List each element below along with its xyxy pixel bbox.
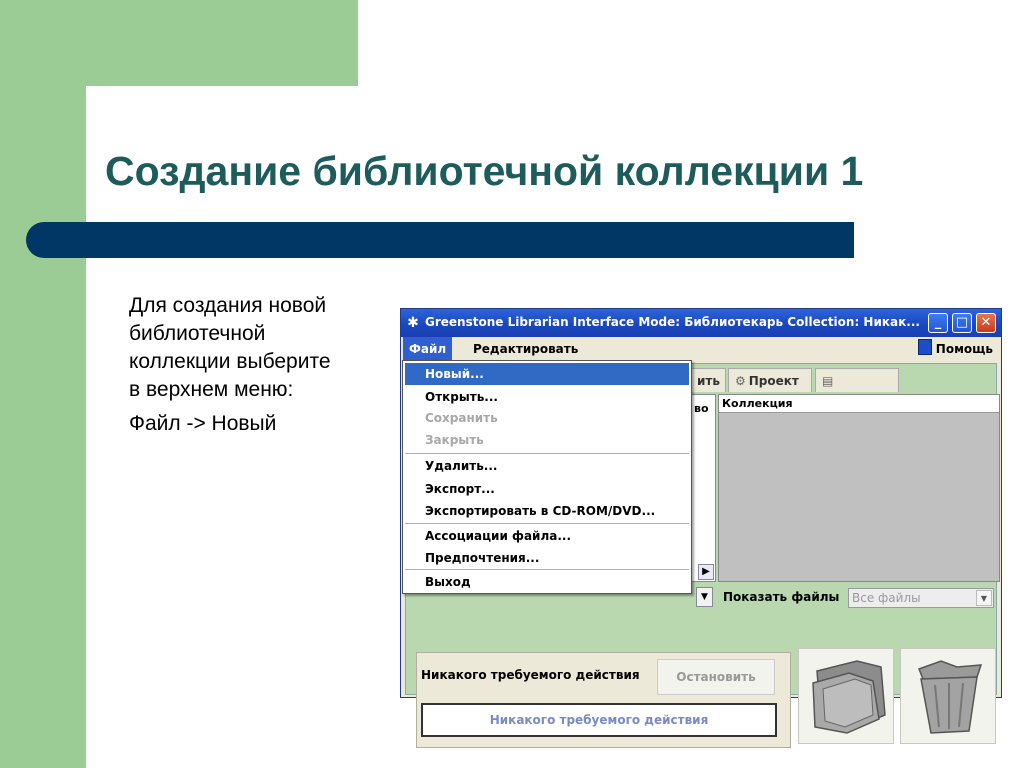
open-folder-button[interactable] [798, 648, 894, 744]
gear-icon: ⚙ [735, 374, 746, 388]
menu-bar [401, 337, 1001, 361]
menu-help[interactable] [918, 337, 993, 361]
delete-button[interactable] [900, 648, 996, 744]
menu-item-save: Сохранить [425, 411, 498, 425]
window-title: Greenstone Librarian Interface Mode: Библиотекарь Collection: Никак... [425, 315, 920, 329]
menu-item-new[interactable]: Новый... [405, 363, 689, 385]
tab-partial[interactable]: ить [690, 368, 726, 392]
status-field: Никакого требуемого действия [421, 703, 777, 737]
slide-body-line: в верхнем меню: [129, 378, 294, 401]
menu-item-export[interactable]: Экспорт... [425, 482, 495, 496]
build-icon: ▤ [822, 374, 834, 388]
show-files-select[interactable] [848, 588, 994, 608]
menu-item-close: Закрыть [425, 433, 484, 447]
tab-project[interactable] [728, 368, 812, 392]
title-underline-bar [26, 222, 854, 258]
menu-separator [405, 453, 689, 454]
stop-button[interactable]: Остановить [657, 659, 775, 695]
menu-edit[interactable]: Редактировать [473, 342, 579, 356]
window-titlebar[interactable] [401, 309, 1001, 337]
menu-item-exit[interactable]: Выход [425, 575, 471, 589]
slide-decoration-left [0, 0, 86, 768]
menu-separator [405, 523, 689, 524]
status-label: Никакого требуемого действия [421, 668, 640, 682]
show-files-value: Все файлы [852, 591, 921, 605]
folder-icon [799, 649, 893, 743]
slide-body-line: библиотечной [129, 322, 266, 345]
help-book-icon [918, 339, 932, 355]
tab-project-label: Проект [748, 374, 799, 388]
left-panel-header-fragment: во [694, 402, 709, 415]
menu-item-export-cd[interactable]: Экспортировать в CD-ROM/DVD... [425, 504, 656, 518]
app-icon: ✱ [407, 315, 419, 331]
slide-body-line: Для создания новой [129, 294, 327, 317]
menu-separator [405, 569, 689, 570]
menu-file[interactable]: Файл [403, 337, 452, 361]
collection-panel[interactable] [718, 394, 1000, 582]
slide-body [129, 292, 389, 438]
show-files-label: Показать файлы [723, 590, 840, 604]
tab-create[interactable] [815, 368, 899, 392]
minimize-button[interactable]: _ [928, 313, 948, 333]
trash-icon [901, 649, 995, 743]
slide-body-line: Файл -> Новый [129, 412, 277, 435]
slide-title: Создание библиотечной коллекции 1 [105, 148, 864, 194]
slide-decoration-top [86, 0, 358, 86]
menu-item-file-associations[interactable]: Ассоциации файла... [425, 529, 572, 543]
close-button[interactable]: ✕ [976, 313, 996, 333]
collection-panel-header: Коллекция [719, 395, 999, 413]
menu-item-delete[interactable]: Удалить... [425, 459, 498, 473]
slide-decoration-corner [86, 86, 136, 136]
file-menu-dropdown [402, 360, 692, 594]
menu-item-preferences[interactable]: Предпочтения... [425, 551, 540, 565]
menu-help-label: Помощь [935, 342, 993, 356]
chevron-down-icon[interactable]: ▼ [976, 590, 992, 606]
menu-item-open[interactable]: Открыть... [425, 390, 498, 404]
chevron-down-icon[interactable]: ▼ [696, 587, 713, 607]
maximize-button[interactable]: □ [952, 313, 972, 333]
scroll-right-button[interactable]: ▶ [698, 564, 714, 580]
status-area [416, 652, 791, 748]
slide-body-line: коллекции выберите [129, 350, 331, 373]
